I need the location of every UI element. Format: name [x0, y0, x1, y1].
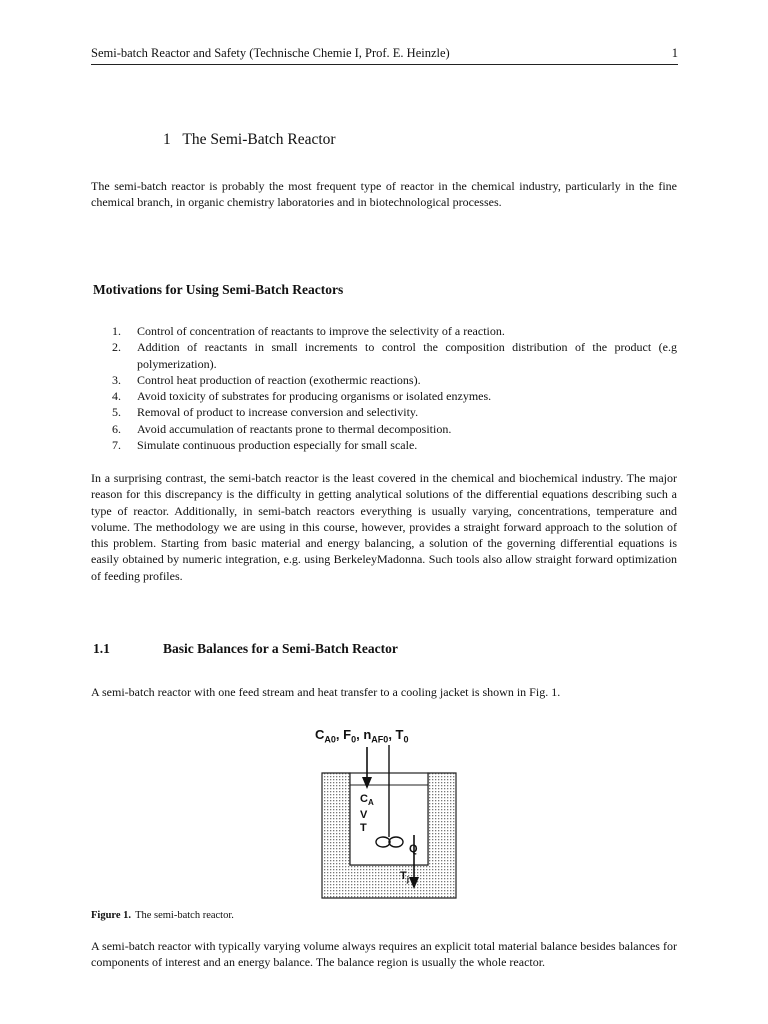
vessel-state-labels: $C_A$ V T [360, 793, 374, 835]
section-intro-paragraph: A semi-batch reactor with one feed stream and heat transfer to a cooling jacket is shown in Fig. 1. [91, 685, 561, 699]
figure-caption [91, 910, 234, 921]
section-heading [93, 641, 398, 657]
chapter-number: 1 [163, 131, 171, 148]
motivations-heading: Motivations for Using Semi-Batch Reactors [93, 282, 344, 297]
intro-paragraph: The semi-batch reactor is probably the most frequent type of reactor in the chemical industry, particularly in the fine chemical branch, in organic chemistry laboratories and in biotechnological processes. [91, 179, 677, 210]
chapter-title-text: The Semi-Batch Reactor [182, 131, 336, 148]
page-header [91, 46, 678, 65]
page-number: 1 [671, 46, 678, 60]
list-item: 4. Avoid toxicity of substrates for producing organisms or isolated enzymes. [112, 389, 492, 404]
contrast-paragraph: In a surprising contrast, the semi-batch reactor is the least covered in the chemical and biochemical industry. The major reason for this discrepancy is the difficulty in getting analytical solutions of the differential equations describing such a type of reactor. Additionally, in semi-batch reactors everything is usually varying, concentrations, temperature and volume. The methodology we are using in this course, however, provides a straight forward approach to the solution of this problem. Starting from basic material and energy balancing, a solution of the governing differential equations is easily obtained by numeric integration, e.g. using BerkeleyMadonna. Such tools also allow straight forward optimization of feeding profiles. [91, 471, 677, 583]
caption-label: Figure 1. [91, 910, 132, 921]
list-item: 6. Avoid accumulation of reactants prone to thermal decomposition. [112, 421, 452, 436]
list-item: 7. Simulate continuous production especially for small scale. [112, 438, 418, 453]
section-title: Basic Balances for a Semi-Batch Reactor [163, 641, 398, 656]
list-item: 5. Removal of product to increase conversion and selectivity. [112, 405, 419, 420]
section-number: 1.1 [93, 641, 110, 656]
list-item: 1. Control of concentration of reactants to improve the selectivity of a reaction. [112, 324, 505, 338]
closing-paragraph: A semi-batch reactor with typically varying volume always requires an explicit total material balance besides balances for components of interest and an energy balance. The balance region is usually the whole reactor. [91, 939, 677, 970]
jacket-temperature-label: $T_j$ [400, 870, 409, 885]
list-item: 2. Addition of reactants in small increments to control the composition distribution of the product (e.g polymerization). [112, 340, 677, 371]
header-title: Semi-batch Reactor and Safety (Technische Chemie I, Prof. E. Heinzle) [91, 46, 450, 60]
heat-label: Q [409, 843, 418, 855]
chapter-title [163, 131, 336, 149]
list-item: 3. Control heat production of reaction (exothermic reactions). [112, 372, 421, 387]
caption-text: The semi-batch reactor. [135, 910, 234, 921]
reactor-figure [300, 725, 500, 900]
feed-label: $C_{A0}$, $F_0$, $n_{AF0}$, $T_0$ [315, 727, 409, 745]
motivations-list [112, 323, 677, 453]
